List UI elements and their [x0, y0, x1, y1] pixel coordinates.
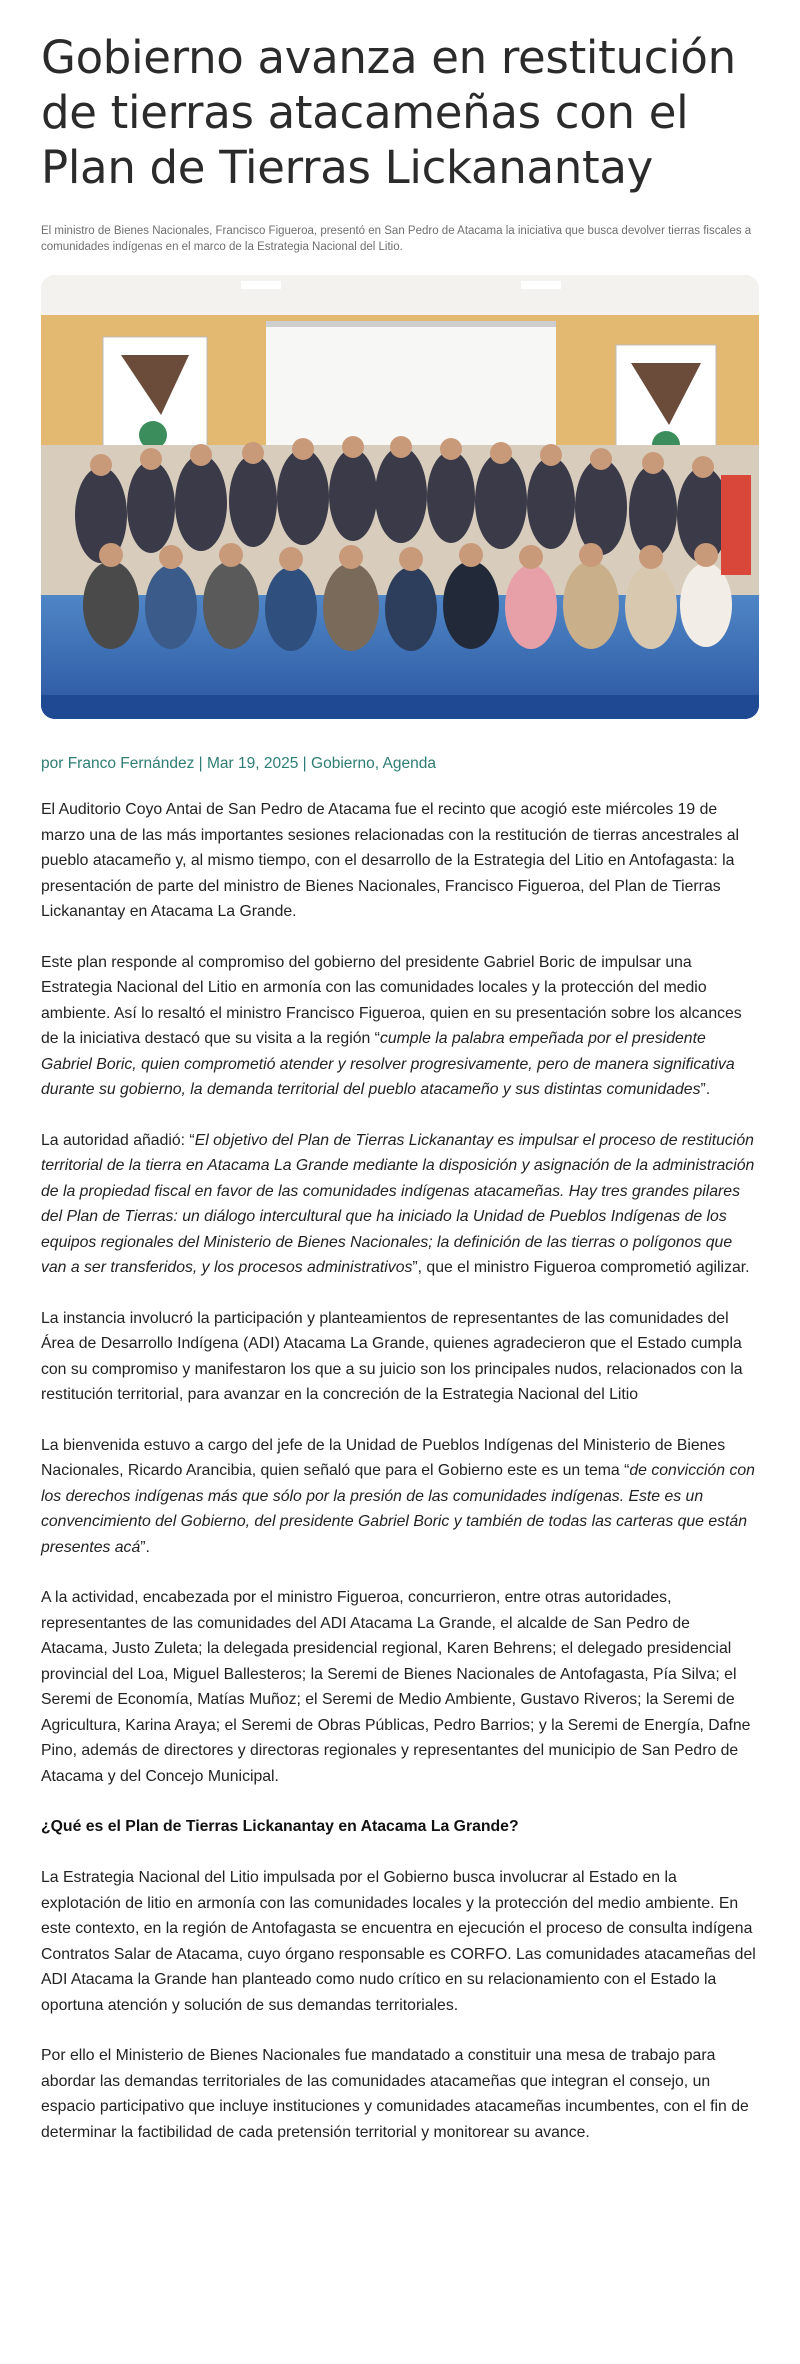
quote: cumple la palabra empeñada por el presidente Gabriel Boric, quien comprometió atender y resolver progresivamente, pero de manera significativa durante su gobierno, la demanda territorial del pueblo atacameño y sus distintas comunidades	[41, 1030, 735, 1098]
article-title: Gobierno avanza en restitución de tierras atacameñas con el Plan de Tierras Lickanantay	[41, 31, 736, 194]
meta-separator: |	[198, 755, 203, 772]
paragraph-7: La Estrategia Nacional del Litio impulsada por el Gobierno busca involucrar al Estado en la explotación de litio en armonía con las comunidades locales y la protección del medio ambiente. En este contexto, en la región de Antofagasta se encuentra en ejecución el proceso de consulta indígena Contratos Salar de Atacama, cuyo órgano responsable es CORFO. Las comunidades atacameñas del ADI Atacama la Grande han planteado como nudo crítico en su relacionamiento con el Estado la oportuna atención y solución de sus demandas territoriales.	[41, 1869, 756, 2014]
category-link-gobierno[interactable]: Gobierno	[311, 755, 375, 772]
paragraph-1: El Auditorio Coyo Antai de San Pedro de Atacama fue el recinto que acogió este miércoles 19 de marzo una de las más importantes sesiones relacionadas con la restitución de tierras ancestrales al pueblo atacameño y, al mismo tiempo, con el desarrollo de la Estrategia del Litio en Antofagasta: la presentación de parte del ministro de Bienes Nacionales, Francisco Figueroa, del Plan de Tierras Lickanantay en Atacama La Grande.	[41, 801, 740, 920]
paragraph-2: Este plan responde al compromiso del gobierno del presidente Gabriel Boric de impulsar una Estrategia Nacional del Litio en armonía con las comunidades locales y la protección del medio ambiente. Así lo resaltó el ministro Francisco Figueroa, quien en su presentación sobre los alcances de la iniciativa destacó que su visita a la región “cumple la palabra empeñada por el presidente Gabriel Boric, quien comprometió atender y resolver progresivamente, pero de manera significativa durante su gobierno, la demanda territorial del pueblo atacameño y sus distintas comunidades”.	[41, 953, 742, 1098]
article-body	[41, 797, 759, 2145]
article-meta	[41, 755, 759, 773]
author-link[interactable]: por Franco Fernández	[41, 755, 195, 772]
quote: El objetivo del Plan de Tierras Lickanantay es impulsar el proceso de restitución territorial de la tierra en Atacama La Grande mediante la disposición y asignación de la administración de la propiedad fiscal en favor de las comunidades indígenas atacameñas. Hay tres grandes pilares del Plan de Tierras: un diálogo intercultural que ha iniciado la Unidad de Pueblos Indígenas de los equipos regionales del Ministerio de Bienes Nacionales; la definición de las tierras o polígonos que van a ser transferidos, y los procesos administrativos	[41, 1131, 755, 1276]
section-heading: ¿Qué es el Plan de Tierras Lickanantay en Atacama La Grande?	[41, 1818, 519, 1835]
category-link-agenda[interactable]: Agenda	[382, 755, 436, 772]
article-container	[41, 0, 759, 2170]
group-photo-image	[41, 275, 759, 719]
quote: de convicción con los derechos indígenas más que sólo por la presión de las comunidades indígenas. Este es un convencimiento del Gobierno, del presidente Gabriel Boric y también de todas las carteras que están presentes acá	[41, 1462, 755, 1556]
paragraph-5: La bienvenida estuvo a cargo del jefe de la Unidad de Pueblos Indígenas del Ministerio de Bienes Nacionales, Ricardo Arancibia, quien señaló que para el Gobierno este es un tema “de convicción con los derechos indígenas más que sólo por la presión de las comunidades indígenas. Este es un convencimiento del Gobierno, del presidente Gabriel Boric y también de todas las carteras que están presentes acá”.	[41, 1436, 755, 1556]
article-photo	[41, 275, 759, 719]
paragraph-4: La instancia involucró la participación y planteamientos de representantes de las comunidades del Área de Desarrollo Indígena (ADI) Atacama La Grande, quienes agradecieron que el Estado cumpla con su compromiso y manifestaron los que a su juicio son los principales nudos, relacionados con la restitución territorial, para avanzar en la concreción de la Estrategia Nacional del Litio	[41, 1309, 743, 1403]
paragraph-6: A la actividad, encabezada por el ministro Figueroa, concurrieron, entre otras autoridades, representantes de las comunidades del ADI Atacama La Grande, el alcalde de San Pedro de Atacama, Justo Zuleta; la delegada presidencial regional, Karen Behrens; el delegado presidencial provincial del Loa, Miguel Ballesteros; la Seremi de Bienes Nacionales de Antofagasta, Pía Silva; el Seremi de Economía, Matías Muñoz; el Seremi de Medio Ambiente, Gustavo Riveros; la Seremi de Agricultura, Karina Araya; el Seremi de Obras Públicas, Pedro Barrios; y la Seremi de Energía, Dafne Pino, además de directores y directoras regionales y representantes del municipio de San Pedro de Atacama y del Concejo Municipal.	[41, 1589, 751, 1785]
article-subtitle: El ministro de Bienes Nacionales, Francisco Figueroa, presentó en San Pedro de Atacama la iniciativa que busca devolver tierras fiscales a comunidades indígenas en el marco de la Estrategia Nacional del Litio.	[41, 225, 752, 253]
paragraph-3: La autoridad añadió: “El objetivo del Plan de Tierras Lickanantay es impulsar el proceso de restitución territorial de la tierra en Atacama La Grande mediante la disposición y asignación de la administración de la propiedad fiscal en favor de las comunidades indígenas atacameñas. Hay tres grandes pilares del Plan de Tierras: un diálogo intercultural que ha iniciado la Unidad de Pueblos Indígenas de los equipos regionales del Ministerio de Bienes Nacionales; la definición de las tierras o polígonos que van a ser transferidos, y los procesos administrativos”, que el ministro Figueroa comprometió agilizar.	[41, 1131, 755, 1276]
meta-separator: |	[302, 755, 307, 772]
publish-date: Mar 19, 2025	[207, 755, 299, 772]
paragraph-8: Por ello el Ministerio de Bienes Nacionales fue mandatado a constituir una mesa de trabajo para abordar las demandas territoriales de las comunidades atacameñas que integran el consejo, un espacio participativo que incluye instituciones y comunidades atacameñas incumbentes, con el fin de determinar la factibilidad de cada pretensión territorial y monitorear su avance.	[41, 2047, 749, 2141]
category-separator: ,	[374, 755, 383, 772]
